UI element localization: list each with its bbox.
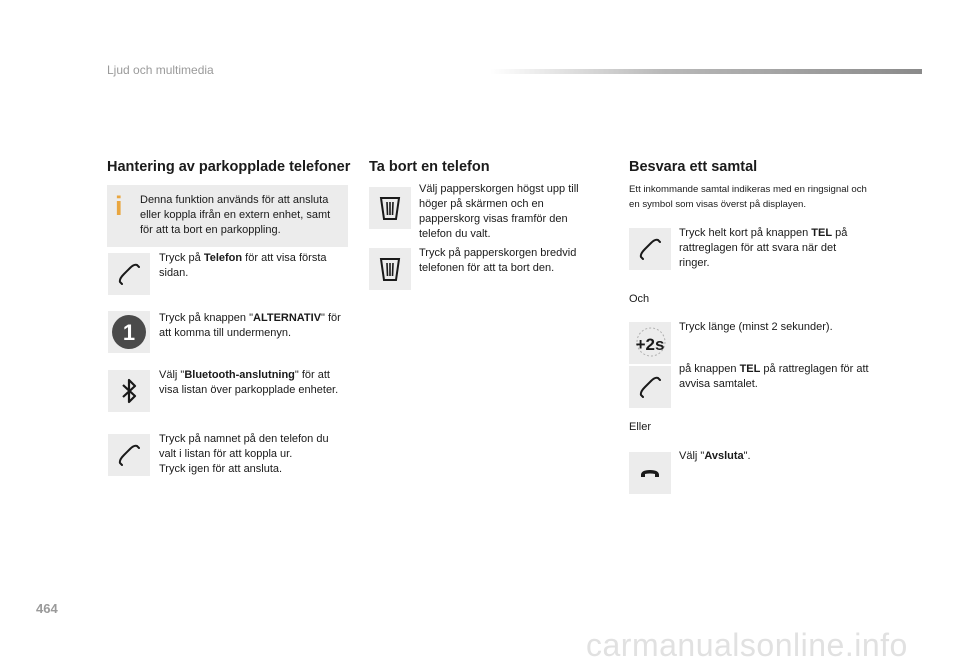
bluetooth-icon	[108, 370, 150, 412]
col3-step4: Välj "Avsluta".	[679, 450, 751, 462]
trash-icon	[369, 187, 411, 229]
header-rule	[490, 69, 922, 74]
plus-2s-icon	[629, 322, 671, 364]
phone-icon	[108, 434, 150, 476]
number-one-icon: 1	[122, 320, 136, 345]
section-header: Ljud och multimedia	[107, 63, 214, 77]
col1-title: Hantering av parkopplade telefoner	[107, 159, 351, 175]
col1-step1: Tryck på Telefon för att visa första sidan.	[159, 252, 327, 279]
eller-label: Eller	[629, 421, 652, 433]
col2-title: Ta bort en telefon	[369, 159, 490, 175]
phone-icon	[629, 228, 671, 270]
och-label: Och	[629, 293, 650, 305]
info-icon: i	[115, 191, 123, 221]
col3-intro: Ett inkommande samtal indikeras med en ringsignal och en symbol som visas överst på displayen.	[629, 184, 867, 210]
phone-icon	[629, 366, 671, 408]
page-number: 464	[36, 601, 58, 616]
phone-icon	[108, 253, 150, 295]
col3-step2: Tryck länge (minst 2 sekunder).	[679, 321, 833, 333]
col3-step1: Tryck helt kort på knappen TEL på rattreglagen för att svara när det ringer.	[679, 227, 848, 269]
col1-step2: Tryck på knappen "ALTERNATIV" för att komma till undermenyn.	[159, 312, 341, 339]
info-box	[107, 185, 348, 247]
hang-up-icon	[629, 452, 671, 494]
col3-step3: på knappen TEL på rattreglagen för att avvisa samtalet.	[679, 363, 869, 390]
col1-step3: Välj "Bluetooth-anslutning" för att visa listan över parkopplade enheter.	[159, 369, 339, 396]
col3-title: Besvara ett samtal	[629, 159, 758, 175]
col1-step4: Tryck på namnet på den telefon du valt i listan för att koppla ur. Tryck igen för att ansluta.	[159, 433, 329, 475]
info-text: Denna funktion används för att ansluta eller koppla ifrån en extern enhet, samt för att ta bort en parkoppling.	[140, 194, 331, 236]
col2-step1: Välj papperskorgen högst upp till höger på skärmen och en papperskorg visas framför den telefon du valt.	[419, 183, 579, 240]
step-badge	[108, 311, 150, 353]
col2-step2: Tryck på papperskorgen bredvid telefonen för att ta bort den.	[419, 247, 577, 274]
svg-text:+2s: +2s	[635, 335, 665, 354]
trash-icon	[369, 248, 411, 290]
watermark: carmanualsonline.info	[586, 627, 908, 663]
